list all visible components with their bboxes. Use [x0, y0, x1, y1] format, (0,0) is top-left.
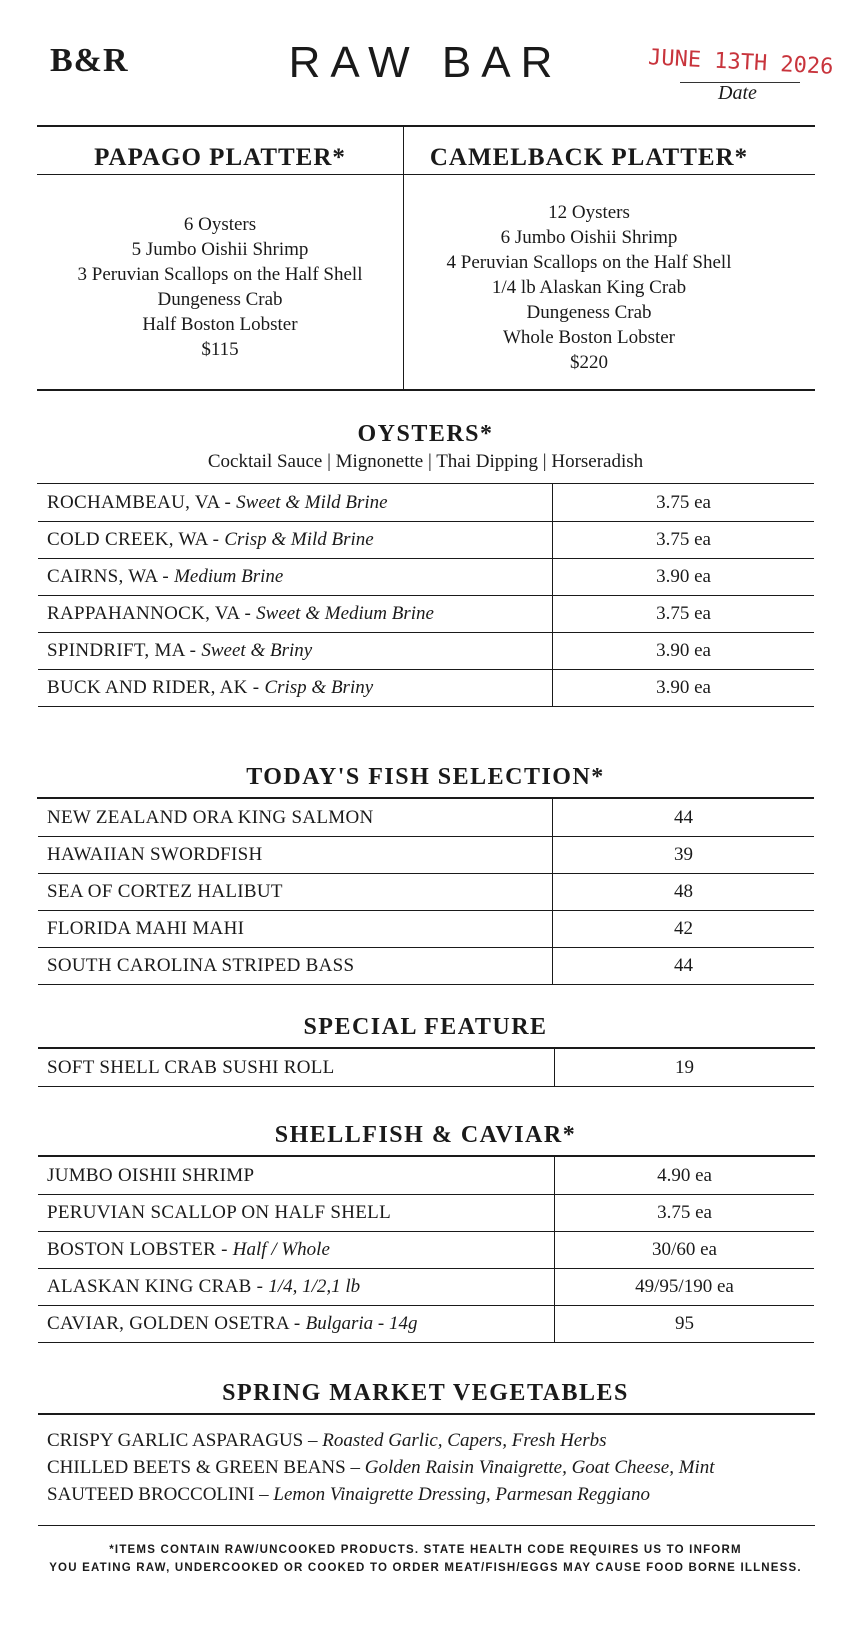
oyster-name: RAPPAHANNOCK, VA - Sweet & Medium Brine [47, 603, 434, 624]
fish-price: 44 [674, 807, 693, 828]
oyster-price: 3.75 ea [656, 492, 711, 513]
table-row [38, 484, 814, 522]
restaurant-logo: B&R [50, 42, 129, 79]
platter-item: Whole Boston Lobster [502, 327, 676, 348]
handwritten-date: JUNE 13TH 2026 [647, 45, 834, 80]
shellfish-name: JUMBO OISHII SHRIMP [47, 1165, 255, 1186]
date-label: Date [718, 82, 757, 104]
table-row [38, 521, 814, 559]
oysters-section-title: OYSTERS* [357, 421, 494, 447]
platter-header-rule [37, 174, 815, 175]
oyster-price: 3.90 ea [656, 640, 711, 661]
platter-item: 4 Peruvian Scallops on the Half Shell [446, 252, 732, 273]
fish-name: NEW ZEALAND ORA KING SALMON [47, 807, 374, 828]
table-row [38, 1231, 814, 1269]
fish-name: FLORIDA MAHI MAHI [47, 918, 245, 939]
table-row [38, 1194, 814, 1232]
table-row [38, 836, 814, 874]
table-row [38, 1305, 814, 1343]
camelback-platter-title: CAMELBACK PLATTER* [429, 144, 749, 171]
vegetables-section-title: SPRING MARKET VEGETABLES [222, 1380, 629, 1406]
platter-item: 6 Oysters [183, 214, 257, 235]
fish-price: 48 [674, 881, 693, 902]
fish-name: SEA OF CORTEZ HALIBUT [47, 881, 283, 902]
shellfish-name: ALASKAN KING CRAB - 1/4, 1/2,1 lb [47, 1276, 361, 1297]
shellfish-price: 30/60 ea [652, 1239, 717, 1260]
oyster-name: COLD CREEK, WA - Crisp & Mild Brine [47, 529, 374, 550]
table-row [38, 669, 814, 707]
oysters-sauces: Cocktail Sauce | Mignonette | Thai Dipping | Horseradish [207, 451, 644, 472]
shellfish-price: 4.90 ea [657, 1165, 712, 1186]
shellfish-price: 49/95/190 ea [635, 1276, 734, 1297]
table-row [38, 873, 814, 911]
table-row [38, 947, 814, 985]
table-row [38, 799, 814, 837]
platter-item: 5 Jumbo Oishii Shrimp [131, 239, 309, 260]
table-row [38, 1157, 814, 1195]
vegetable-item: SAUTEED BROCCOLINI – Lemon Vinaigrette Dressing, Parmesan Reggiano [47, 1484, 651, 1505]
fish-price: 44 [674, 955, 693, 976]
table-row [38, 632, 814, 670]
fish-price: 39 [674, 844, 693, 865]
disclaimer-line-1: *ITEMS CONTAIN RAW/UNCOOKED PRODUCTS. STATE HEALTH CODE REQUIRES US TO INFORM [109, 1544, 742, 1556]
table-row [38, 1049, 814, 1087]
platter-item: 3 Peruvian Scallops on the Half Shell [77, 264, 363, 285]
table-row [38, 910, 814, 948]
platter-item: Dungeness Crab [526, 302, 652, 323]
oyster-name: ROCHAMBEAU, VA - Sweet & Mild Brine [47, 492, 388, 513]
shellfish-name: PERUVIAN SCALLOP ON HALF SHELL [47, 1202, 391, 1223]
camelback-platter-items [404, 200, 774, 375]
vegetable-item: CHILLED BEETS & GREEN BEANS – Golden Raisin Vinaigrette, Goat Cheese, Mint [47, 1457, 715, 1478]
shellfish-price: 95 [675, 1313, 694, 1334]
vegetables-bottom-rule [38, 1525, 815, 1526]
platter-top-rule [37, 125, 815, 127]
platter-bottom-rule [37, 389, 815, 391]
oyster-price: 3.75 ea [656, 603, 711, 624]
shellfish-name: CAVIAR, GOLDEN OSETRA - Bulgaria - 14g [47, 1313, 418, 1334]
oyster-price: 3.90 ea [656, 677, 711, 698]
platter-price: $115 [201, 339, 239, 360]
special-section-title: SPECIAL FEATURE [303, 1014, 548, 1040]
platter-item: 6 Jumbo Oishii Shrimp [500, 227, 678, 248]
platter-item: Dungeness Crab [157, 289, 283, 310]
oyster-name: BUCK AND RIDER, AK - Crisp & Briny [47, 677, 374, 698]
shellfish-price: 3.75 ea [657, 1202, 712, 1223]
table-row [38, 1268, 814, 1306]
fish-section-title: TODAY'S FISH SELECTION* [246, 764, 605, 790]
shellfish-section-title: SHELLFISH & CAVIAR* [274, 1122, 577, 1148]
disclaimer-line-2: YOU EATING RAW, UNDERCOOKED OR COOKED TO ORDER MEAT/FISH/EGGS MAY CAUSE FOOD BORNE ILLNESS. [49, 1562, 802, 1574]
health-disclaimer [0, 1541, 851, 1577]
page-title: RAW BAR [288, 38, 563, 87]
platter-price: $220 [570, 352, 608, 373]
platter-item: 12 Oysters [548, 202, 630, 223]
table-row [38, 558, 814, 596]
papago-platter-items [37, 212, 403, 362]
oyster-name: CAIRNS, WA - Medium Brine [47, 566, 284, 587]
shellfish-name: BOSTON LOBSTER - Half / Whole [47, 1239, 330, 1260]
fish-price: 42 [674, 918, 693, 939]
special-price: 19 [675, 1057, 694, 1078]
platter-item: Half Boston Lobster [142, 314, 298, 335]
oyster-price: 3.75 ea [656, 529, 711, 550]
fish-name: SOUTH CAROLINA STRIPED BASS [47, 955, 355, 976]
platter-item: 1/4 lb Alaskan King Crab [491, 277, 687, 298]
papago-platter-title: PAPAGO PLATTER* [94, 144, 346, 171]
vegetable-item: CRISPY GARLIC ASPARAGUS – Roasted Garlic, Capers, Fresh Herbs [47, 1430, 607, 1451]
vegetables-top-rule [38, 1413, 815, 1415]
special-name: SOFT SHELL CRAB SUSHI ROLL [47, 1057, 335, 1078]
oyster-name: SPINDRIFT, MA - Sweet & Briny [47, 640, 313, 661]
oyster-price: 3.90 ea [656, 566, 711, 587]
fish-name: HAWAIIAN SWORDFISH [47, 844, 263, 865]
table-row [38, 595, 814, 633]
